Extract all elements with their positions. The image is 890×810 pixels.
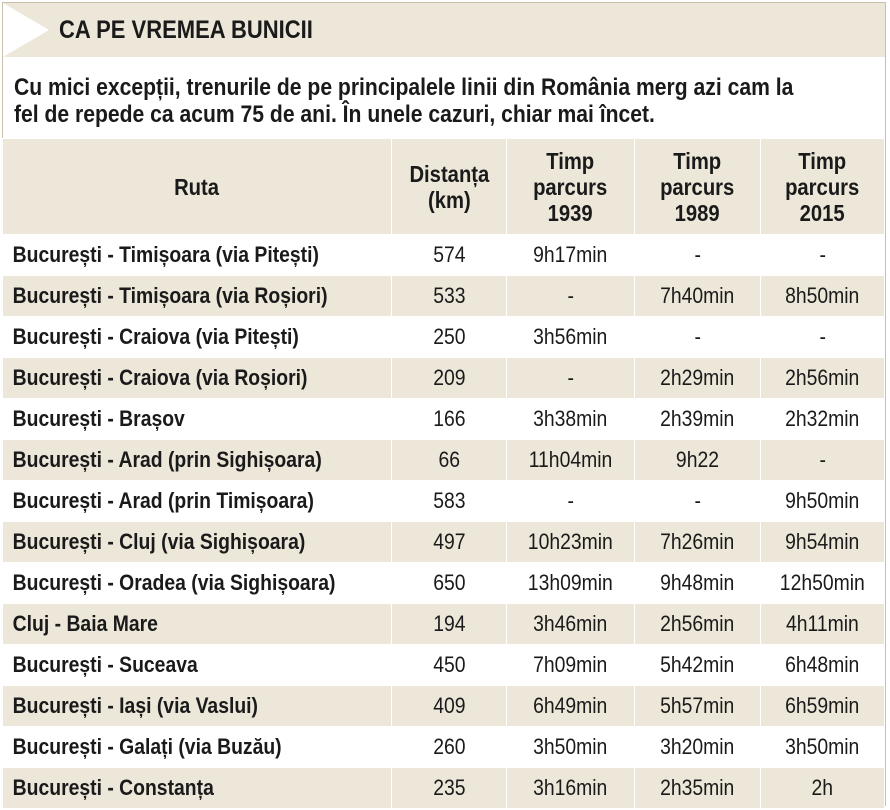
arrow-icon [3, 3, 49, 57]
header-time-1939 [507, 139, 635, 235]
table-row [3, 604, 885, 645]
cell-1939: 3h16min [533, 775, 608, 800]
cell-route: București - Galați (via Buzău) [12, 734, 282, 759]
header-time-1989 [635, 139, 761, 235]
cell-route: București - Craiova (via Pitești) [12, 324, 299, 349]
table-row [3, 399, 885, 440]
cell-2015: - [819, 324, 826, 349]
cell-2015: 2h32min [785, 406, 860, 431]
cell-1939: - [567, 488, 574, 513]
cell-1989: 2h56min [660, 611, 735, 636]
table-row [3, 727, 885, 768]
header-2015-line-1: Timp [798, 147, 847, 174]
cell-1939: - [567, 365, 574, 390]
table-body [3, 235, 885, 809]
cell-route: București - Timișoara (via Pitești) [12, 242, 319, 267]
cell-1939: 13h09min [527, 570, 614, 595]
cell-1939: 11h04min [528, 447, 613, 472]
cell-1989: 9h48min [660, 570, 735, 595]
cell-1989: 5h42min [660, 652, 735, 677]
cell-km: 250 [432, 324, 466, 349]
cell-2015: 2h56min [785, 365, 860, 390]
cell-route: București - Constanța [12, 775, 214, 800]
cell-km: 260 [432, 734, 466, 759]
cell-2015: 2h [811, 775, 834, 800]
cell-2015: 4h11min [786, 611, 859, 636]
table-row [3, 768, 885, 809]
header-distance-line-1: Distanța [409, 160, 489, 187]
cell-1989: - [694, 488, 701, 513]
train-times-table [2, 138, 885, 809]
cell-1989: 2h39min [660, 406, 735, 431]
cell-1989: 3h20min [660, 734, 735, 759]
intro-line-2: fel de repede ca acum 75 de ani. În unele cazuri, chiar mai încet. [14, 101, 655, 128]
cell-1989: 7h40min [660, 283, 735, 308]
table-row [3, 440, 885, 481]
cell-1989: - [694, 242, 701, 267]
cell-route: București - Iași (via Vaslui) [12, 693, 259, 718]
intro-text [14, 74, 876, 128]
cell-2015: 6h59min [785, 693, 860, 718]
cell-km: 166 [432, 406, 466, 431]
cell-1939: 3h38min [533, 406, 608, 431]
cell-1939: 3h46min [533, 611, 608, 636]
table-row [3, 276, 885, 317]
cell-route: București - Craiova (via Roșiori) [12, 365, 308, 390]
table-row [3, 522, 885, 563]
cell-2015: - [819, 242, 826, 267]
cell-2015: - [819, 447, 826, 472]
cell-1939: 3h50min [533, 734, 608, 759]
cell-1989: 2h35min [660, 775, 735, 800]
cell-route: București - Timișoara (via Roșiori) [12, 283, 328, 308]
header-time-2015 [761, 139, 885, 235]
cell-2015: 9h50min [785, 488, 860, 513]
cell-route: București - Arad (prin Sighișoara) [12, 447, 322, 472]
header-1989-line-2: parcurs [660, 173, 735, 200]
cell-1939: 7h09min [533, 652, 608, 677]
cell-route: București - Cluj (via Sighișoara) [12, 529, 306, 554]
header-1939-line-3: 1939 [547, 199, 594, 226]
cell-2015: 12h50min [779, 570, 866, 595]
table-row [3, 686, 885, 727]
cell-1989: - [694, 324, 701, 349]
cell-km: 650 [432, 570, 466, 595]
cell-1989: 2h29min [660, 365, 735, 390]
cell-2015: 3h50min [785, 734, 860, 759]
header-route-label: Ruta [174, 173, 220, 200]
header-route [3, 139, 392, 235]
table-row [3, 481, 885, 522]
cell-km: 66 [438, 447, 460, 472]
cell-2015: 9h54min [785, 529, 860, 554]
cell-1939: 6h49min [533, 693, 608, 718]
table-row [3, 358, 885, 399]
header-distance-line-2: (km) [427, 186, 471, 213]
cell-1989: 9h22 [675, 447, 720, 472]
cell-km: 409 [432, 693, 466, 718]
cell-km: 209 [432, 365, 466, 390]
header-1989-line-1: Timp [673, 147, 722, 174]
cell-1939: 3h56min [533, 324, 608, 349]
cell-1989: 7h26min [660, 529, 735, 554]
cell-km: 574 [432, 242, 466, 267]
cell-route: București - Arad (prin Timișoara) [12, 488, 314, 513]
header-distance [392, 139, 507, 235]
cell-km: 533 [432, 283, 466, 308]
cell-km: 497 [432, 529, 466, 554]
cell-2015: 8h50min [785, 283, 860, 308]
table-row [3, 563, 885, 604]
header-1989-line-3: 1989 [674, 199, 721, 226]
header-1939-line-1: Timp [546, 147, 595, 174]
cell-route: București - Brașov [12, 406, 185, 431]
header-2015-line-3: 2015 [799, 199, 846, 226]
table-header-row [3, 139, 885, 235]
cell-route: București - Oradea (via Sighișoara) [12, 570, 336, 595]
cell-1939: 10h23min [527, 529, 614, 554]
cell-1989: 5h57min [660, 693, 735, 718]
table-row [3, 235, 885, 276]
header-1939-line-2: parcurs [533, 173, 608, 200]
cell-km: 583 [432, 488, 466, 513]
box-title: CA PE VREMEA BUNICII [59, 16, 313, 44]
header-2015-line-2: parcurs [785, 173, 860, 200]
intro-line-1: Cu mici excepții, trenurile de pe principalele linii din România merg azi cam la [14, 74, 794, 101]
table-row [3, 317, 885, 358]
title-bar [3, 3, 885, 63]
cell-km: 235 [432, 775, 466, 800]
cell-km: 194 [432, 611, 466, 636]
table-row [3, 645, 885, 686]
cell-route: Cluj - Baia Mare [12, 611, 158, 636]
cell-1939: 9h17min [533, 242, 608, 267]
cell-1939: - [567, 283, 574, 308]
cell-2015: 6h48min [785, 652, 860, 677]
cell-km: 450 [432, 652, 466, 677]
cell-route: București - Suceava [12, 652, 198, 677]
